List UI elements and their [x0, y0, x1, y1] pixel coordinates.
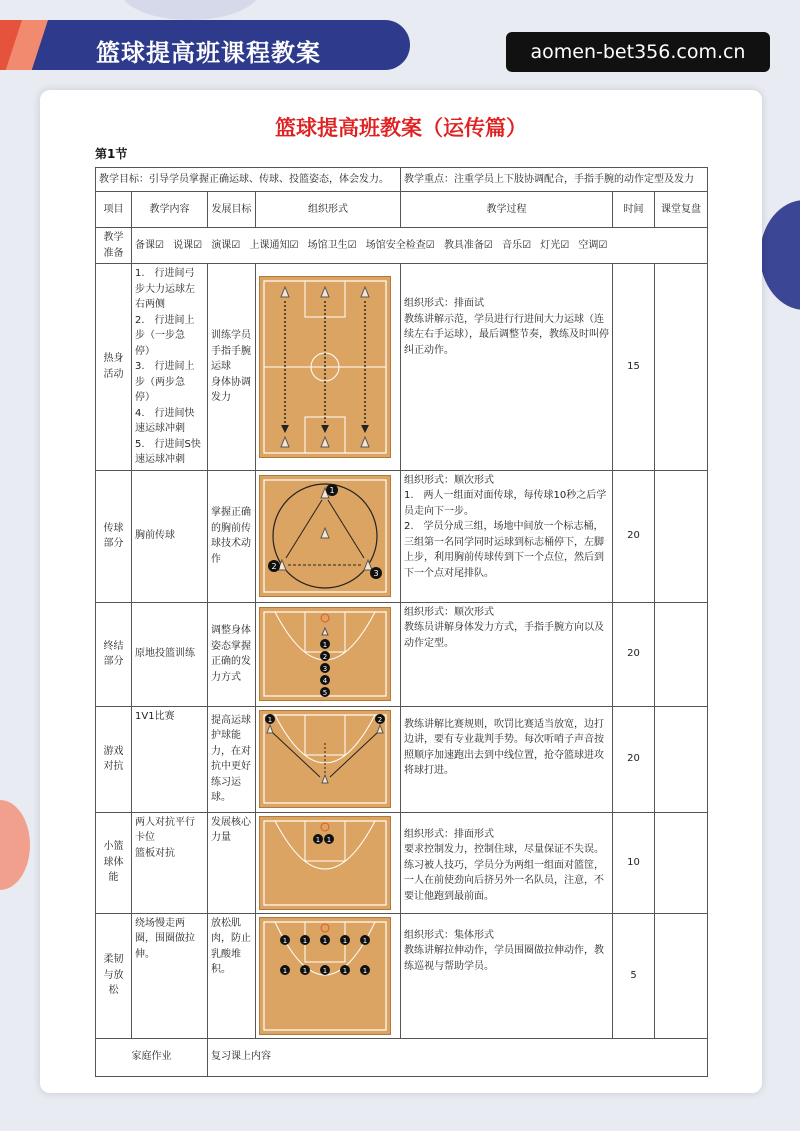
prep-item: 演课☑: [211, 239, 241, 251]
header-item: 项目: [96, 192, 132, 228]
row-review[interactable]: [655, 812, 708, 913]
row-dev: 发展核心力量: [208, 812, 256, 913]
row-process: 教练讲解示范，学员进行行进间大力运球（连续左右手运球），最后调整节奏，教练及时叫停纠正动作。: [404, 313, 609, 356]
row-review[interactable]: [655, 706, 708, 812]
row-dev: 提高运球护球能力，在对抗中更好练习运球。: [208, 706, 256, 812]
row-process-cell: [401, 470, 613, 602]
row-content: 1. 行进间弓步大力运球左右两侧 2. 行进间上步（一步急停） 3. 行进间上步（两步急停） 4. 行进间快速运球冲刺 5. 行进间S快速运球冲刺: [132, 264, 208, 471]
row-process: 教练讲解比赛规则，吹罚比赛适当放宽，边打边讲，要有专业裁判手势。每次听哨子声音按照顺序加速跑出去到中线位置，抢夺篮球进攻将球打进。: [404, 718, 604, 776]
row-content: 绕场慢走两圈，围圈做拉伸。: [132, 913, 208, 1038]
row-item: 传球部分: [96, 470, 132, 602]
header-process: 教学过程: [401, 192, 613, 228]
prep-item: 灯光☑: [540, 239, 570, 251]
objective-cell: 教学目标：引导学员掌握正确运球、传球、投篮姿态，体会发力。: [96, 168, 401, 192]
prep-item: 音乐☑: [502, 239, 532, 251]
row-process-cell: [401, 602, 613, 706]
prep-label: 教学准备: [96, 228, 132, 264]
svg-text:1: 1: [302, 936, 308, 945]
svg-text:1: 1: [362, 936, 368, 945]
svg-text:1: 1: [342, 936, 348, 945]
court-diagram-fitness: [259, 816, 391, 910]
svg-text:1: 1: [342, 966, 348, 975]
focus-cell: 教学重点：注重学员上下肢协调配合，手指手腕的动作定型及发力: [401, 168, 708, 192]
homework-content: 复习课上内容: [208, 1038, 708, 1076]
row-dev: 掌握正确的胸前传球技术动作: [208, 470, 256, 602]
decor-blob-left: [0, 800, 30, 890]
svg-text:1: 1: [315, 835, 321, 844]
court-diagram-shooting: [259, 607, 391, 701]
url-badge[interactable]: aomen-bet356.com.cn: [506, 32, 770, 72]
row-review[interactable]: [655, 470, 708, 602]
svg-text:2: 2: [271, 562, 277, 571]
row-content: 1V1比赛: [132, 706, 208, 812]
doc-title: 篮球提高班教案（运传篇）: [275, 116, 527, 140]
row-item: 游戏对抗: [96, 706, 132, 812]
lesson-table: [95, 167, 708, 1077]
row-time: 20: [613, 602, 655, 706]
row-process-cell: [401, 812, 613, 913]
row-process: 1. 两人一组面对面传球，每传球10秒之后学员走向下一步。 2. 学员分成三组，场地中间放一个标志桶，三组第一名同学同时运球到标志桶停下，左脚上步，利用胸前传球传到下一个点位，然后到下一个点对尾排队。: [404, 490, 607, 579]
svg-text:4: 4: [322, 677, 328, 685]
row-process-title: 组织形式：排面形式: [404, 828, 494, 840]
row-review[interactable]: [655, 264, 708, 471]
row-time: 15: [613, 264, 655, 471]
prep-item: 场馆安全检查☑: [365, 239, 435, 251]
court-diagram-passing: [259, 475, 391, 597]
row-time: 5: [613, 913, 655, 1038]
prep-item: 备课☑: [135, 239, 164, 251]
row-dev: 放松肌肉，防止乳酸堆积。: [208, 913, 256, 1038]
header-review: 课堂复盘: [655, 192, 708, 228]
court-diagram-cell: [256, 812, 401, 913]
svg-text:1: 1: [282, 966, 288, 975]
row-content: 胸前传球: [132, 470, 208, 602]
row-process-title: 组织形式：集体形式: [404, 929, 494, 941]
svg-text:1: 1: [362, 966, 368, 975]
row-time: 20: [613, 470, 655, 602]
svg-text:5: 5: [322, 689, 328, 697]
header-org: 组织形式: [256, 192, 401, 228]
court-diagram-cell: [256, 913, 401, 1038]
row-time: 20: [613, 706, 655, 812]
row-item: 终结部分: [96, 602, 132, 706]
svg-text:3: 3: [373, 569, 379, 578]
header-dev: 发展目标: [208, 192, 256, 228]
row-review[interactable]: [655, 913, 708, 1038]
prep-item: 上课通知☑: [249, 239, 299, 251]
row-dev: 训练学员手指手腕运球 身体协调发力: [208, 264, 256, 471]
row-process-cell: [401, 706, 613, 812]
prep-item: 场馆卫生☑: [307, 239, 357, 251]
svg-text:3: 3: [322, 665, 328, 673]
homework-label: 家庭作业: [96, 1038, 208, 1076]
prep-item: 教具准备☑: [443, 239, 493, 251]
header-content: 教学内容: [132, 192, 208, 228]
row-process-cell: [401, 913, 613, 1038]
decor-blob-top: [120, 0, 260, 20]
section-label: 第1节: [95, 147, 128, 161]
row-process-title: 组织形式：排面试: [404, 298, 484, 309]
row-process: 教练员讲解身体发力方式，手指手腕方向以及动作定型。: [404, 622, 604, 649]
row-content: 两人对抗平行卡位 篮板对抗: [132, 812, 208, 913]
row-process-title: 组织形式：顺次形式: [404, 606, 494, 618]
row-time: 10: [613, 812, 655, 913]
svg-text:1: 1: [322, 936, 328, 945]
row-item: 热身活动: [96, 264, 132, 471]
row-dev: 调整身体姿态掌握正确的发力方式: [208, 602, 256, 706]
svg-text:1: 1: [282, 936, 288, 945]
prep-checklist: [132, 228, 708, 264]
row-process-cell: [401, 264, 613, 471]
svg-text:1: 1: [326, 835, 332, 844]
prep-item: 说课☑: [173, 239, 203, 251]
svg-text:2: 2: [322, 653, 328, 661]
court-diagram-stretch: [259, 917, 391, 1035]
decor-blob-right: [760, 200, 800, 310]
court-diagram-cell: [256, 706, 401, 812]
row-process: 教练讲解拉伸动作，学员围圈做拉伸动作，教练巡视与帮助学员。: [404, 945, 604, 972]
header-time: 时间: [613, 192, 655, 228]
svg-text:1: 1: [302, 966, 308, 975]
svg-text:1: 1: [322, 966, 328, 975]
row-item: 柔韧与放松: [96, 913, 132, 1038]
header-title: 篮球提高班课程教案: [96, 39, 321, 67]
row-review[interactable]: [655, 602, 708, 706]
court-diagram-game: [259, 710, 391, 808]
court-diagram-cell: [256, 602, 401, 706]
prep-item: 空调☑: [578, 239, 608, 251]
lesson-plan-paper: [40, 90, 762, 1093]
court-diagram-cell: [256, 264, 401, 471]
court-diagram-cell: [256, 470, 401, 602]
court-diagram-warmup: [259, 276, 391, 458]
svg-text:2: 2: [377, 716, 383, 724]
row-process: 要求控制发力，控制住球，尽量保证不失误。练习被人技巧，学员分为两组一组面对篮筐，一人在前使劲向后挤另外一名队员，注意，不要让他跑到最前面。: [404, 844, 604, 902]
row-item: 小篮球体能: [96, 812, 132, 913]
svg-text:1: 1: [322, 641, 328, 649]
svg-text:1: 1: [329, 486, 335, 495]
row-content: 原地投篮训练: [132, 602, 208, 706]
row-process-title: 组织形式：顺次形式: [404, 474, 494, 486]
svg-text:1: 1: [267, 716, 273, 724]
